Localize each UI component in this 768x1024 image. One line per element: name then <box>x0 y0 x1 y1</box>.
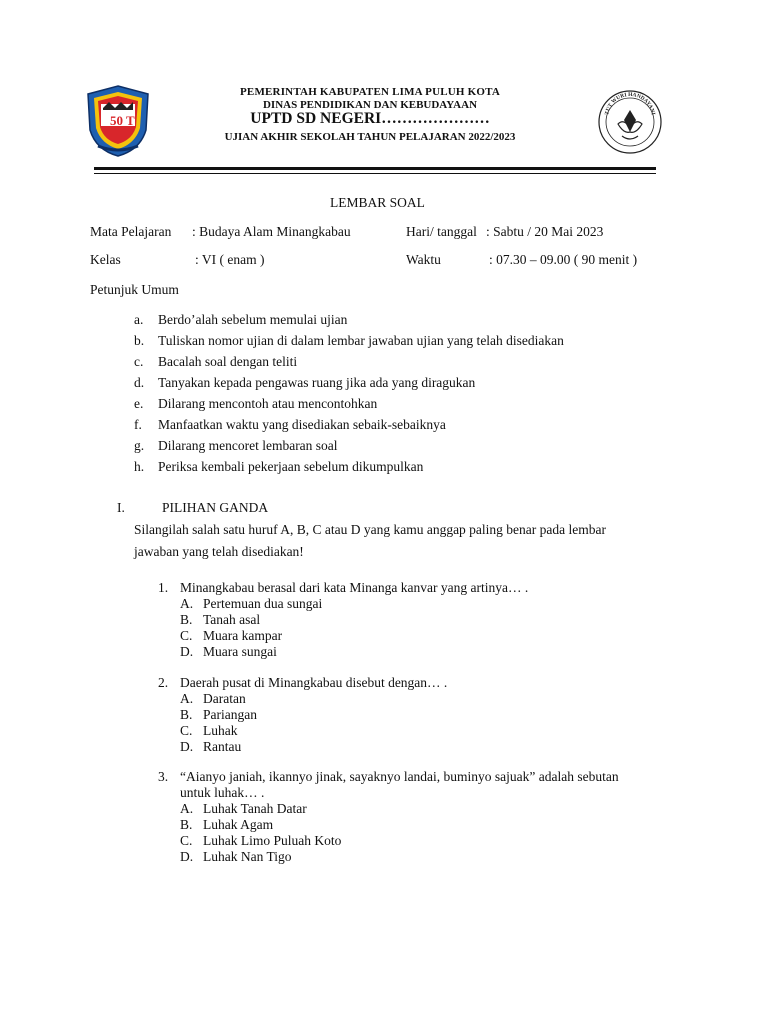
section-numeral: I. <box>117 500 125 515</box>
instruction-letter: h. <box>134 459 145 474</box>
option-text: Luhak Limo Puluah Koto <box>203 833 342 848</box>
svg-text:50 T: 50 T <box>110 113 135 128</box>
instruction-letter: b. <box>134 333 145 348</box>
section-instruction-line2: jawaban yang telah disediakan! <box>134 544 304 559</box>
subject-label: Mata Pelajaran <box>90 224 172 239</box>
question-text: Minangkabau berasal dari kata Minanga kanvar yang artinya… . <box>180 580 529 595</box>
instruction-letter: f. <box>134 417 142 432</box>
instruction-letter: a. <box>134 312 144 327</box>
option-letter: B. <box>180 707 193 722</box>
svg-text:TUT WURI HANDAYANI: TUT WURI HANDAYANI <box>604 91 656 116</box>
instruction-text: Tanyakan kepada pengawas ruang jika ada yang diragukan <box>158 375 476 390</box>
option-letter: C. <box>180 628 193 643</box>
regency-logo <box>84 84 152 158</box>
question-number: 1. <box>158 580 169 595</box>
option-text: Pariangan <box>203 707 257 722</box>
date-label: Hari/ tanggal <box>406 224 477 239</box>
option-letter: C. <box>180 723 193 738</box>
instruction-text: Manfaatkan waktu yang disediakan sebaik-sebaiknya <box>158 417 446 432</box>
date-value: : Sabtu / 20 Mai 2023 <box>486 224 604 239</box>
option-text: Muara kampar <box>203 628 283 643</box>
option-letter: A. <box>180 691 194 706</box>
header-school-name: UPTD SD NEGERI………………… <box>250 110 490 127</box>
instruction-text: Dilarang mencoret lembaran soal <box>158 438 338 453</box>
option-letter: A. <box>180 801 194 816</box>
instruction-letter: d. <box>134 375 145 390</box>
option-letter: D. <box>180 739 194 754</box>
option-letter: D. <box>180 644 194 659</box>
option-letter: D. <box>180 849 194 864</box>
question-number: 3. <box>158 769 169 784</box>
time-label: Waktu <box>406 252 441 267</box>
option-text: Rantau <box>203 739 242 754</box>
section-title: PILIHAN GANDA <box>162 500 269 515</box>
section-instruction-line1: Silangilah salah satu huruf A, B, C atau D yang kamu anggap paling benar pada lembar <box>134 522 606 537</box>
option-text: Luhak Tanah Datar <box>203 801 307 816</box>
option-text: Tanah asal <box>203 612 261 627</box>
class-label: Kelas <box>90 252 121 267</box>
instruction-text: Bacalah soal dengan teliti <box>158 354 298 369</box>
question-number: 2. <box>158 675 169 690</box>
instruction-letter: g. <box>134 438 145 453</box>
instruction-letter: c. <box>134 354 144 369</box>
header-government: PEMERINTAH KABUPATEN LIMA PULUH KOTA <box>239 86 500 98</box>
option-letter: C. <box>180 833 193 848</box>
option-text: Luhak Agam <box>203 817 274 832</box>
regency-emblem-icon <box>84 84 152 158</box>
option-text: Luhak Nan Tigo <box>203 849 292 864</box>
instruction-text: Periksa kembali pekerjaan sebelum dikumpulkan <box>158 459 424 474</box>
instruction-text: Tuliskan nomor ujian di dalam lembar jawaban ujian yang telah disediakan <box>158 333 564 348</box>
option-text: Luhak <box>203 723 238 738</box>
option-text: Muara sungai <box>203 644 277 659</box>
ministry-logo <box>596 88 664 156</box>
time-value: : 07.30 – 09.00 ( 90 menit ) <box>489 252 638 267</box>
header-department: DINAS PENDIDIKAN DAN KEBUDAYAAN <box>262 99 478 111</box>
class-value: : VI ( enam ) <box>195 252 265 267</box>
instructions-title: Petunjuk Umum <box>90 282 179 297</box>
option-letter: B. <box>180 612 193 627</box>
question-text: untuk luhak… . <box>180 785 265 800</box>
instruction-text: Dilarang mencontoh atau mencontohkan <box>158 396 378 411</box>
option-letter: B. <box>180 817 193 832</box>
option-letter: A. <box>180 596 194 611</box>
option-text: Pertemuan dua sungai <box>203 596 323 611</box>
tut-wuri-handayani-icon <box>596 88 664 156</box>
question-text: “Aianyo janiah, ikannyo jinak, sayaknyo landai, buminyo sajuak” adalah sebutan <box>180 769 619 784</box>
sheet-title: LEMBAR SOAL <box>330 195 425 210</box>
option-text: Daratan <box>203 691 246 706</box>
question-text: Daerah pusat di Minangkabau disebut dengan… . <box>180 675 448 690</box>
header-exam-title: UJIAN AKHIR SEKOLAH TAHUN PELAJARAN 2022/2023 <box>224 131 516 143</box>
header-divider-thick <box>94 167 656 170</box>
header-divider-thin <box>94 173 656 174</box>
instruction-text: Berdo’alah sebelum memulai ujian <box>158 312 348 327</box>
subject-value: : Budaya Alam Minangkabau <box>192 224 351 239</box>
instruction-letter: e. <box>134 396 144 411</box>
